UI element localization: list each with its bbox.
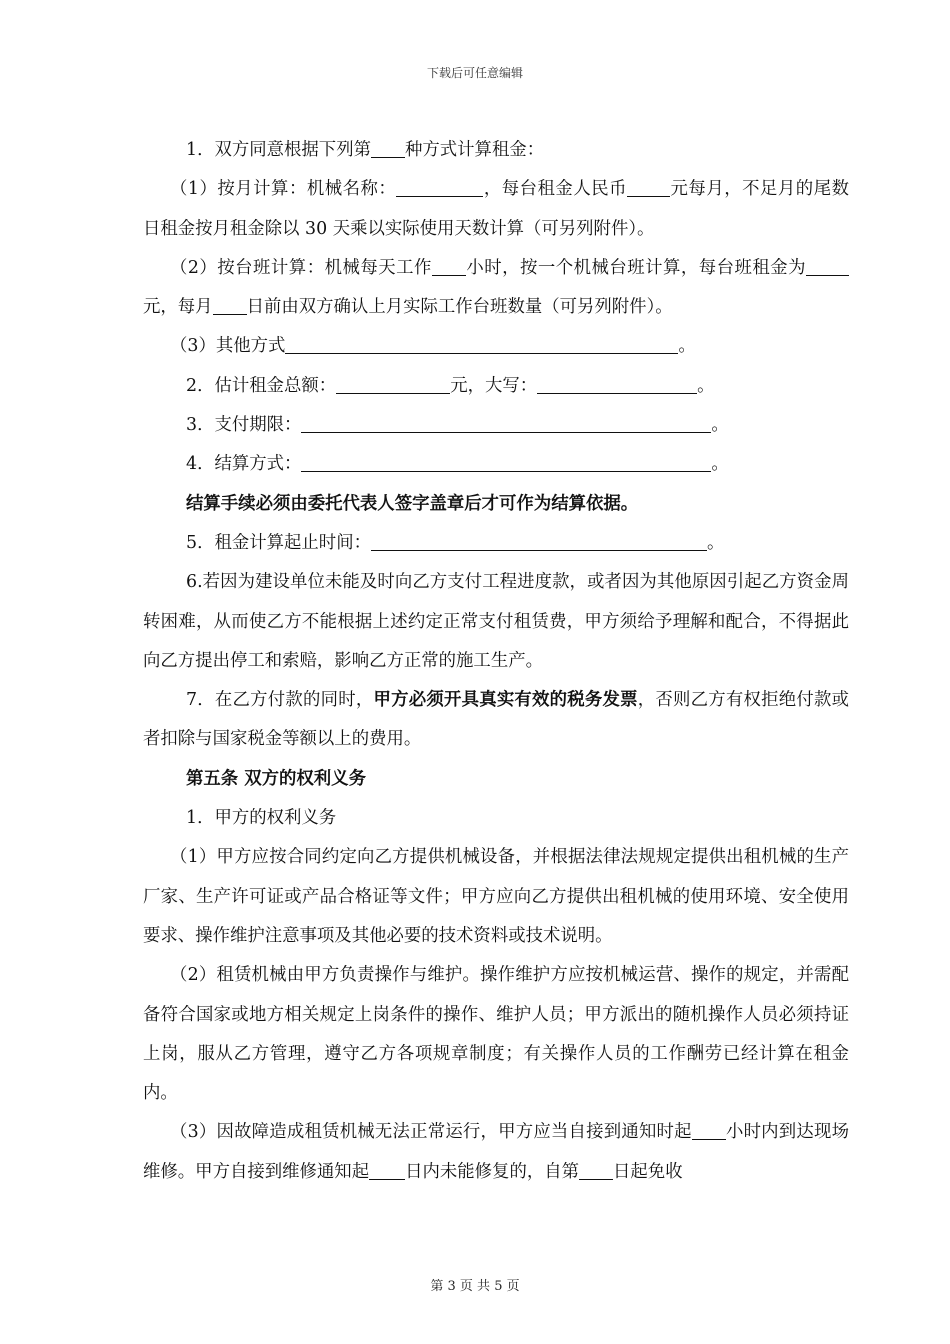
settlement-note: 结算手续必须由委托代表人签字盖章后才可作为结算依据。 — [186, 493, 639, 514]
clause-shift: （2）按台班计算：机械每天工作 小时，按一个机械台班计算，每台班租金为元，每月 日前由双方确认上月实际工作台班数量（可另列附件）。 — [143, 249, 849, 328]
clause-other: （3）其他方式 。 — [170, 336, 696, 357]
blank-field[interactable] — [627, 178, 670, 197]
blank-field[interactable] — [537, 375, 697, 394]
blank-field[interactable] — [432, 257, 466, 276]
page-header: 下载后可任意编辑 — [426, 66, 523, 80]
blank-field[interactable] — [371, 139, 405, 158]
blank-field[interactable] — [213, 296, 247, 315]
party-a-item-2: （2）租赁机械由甲方负责操作与维护。操作维护方应按机械运营、操作的规定，并需配备符合国家或地方相关规定上岗条件的操作、维护人员；甲方派出的随机操作人员必须持证上岗，服从乙方管理，遵守乙方各项规章制度；有关操作人员的工作酬劳已经计算在租金内。 — [143, 965, 849, 1104]
blank-field[interactable] — [301, 453, 711, 472]
blank-field[interactable] — [371, 532, 707, 551]
clause-payment-term: 3．支付期限： 。 — [186, 415, 729, 436]
clause-monthly: （1）按月计算：机械名称： ，每台租金人民币 元每月，不足月的尾数日租金按月租金除以 30 天乘以实际使用天数计算（可另列附件）。 — [143, 179, 849, 239]
party-a-item-3: （3）因故障造成租赁机械无法正常运行，甲方应当自接到通知时起 小时内到达现场维修。甲方自接到维修通知起 日内未能修复的，自第 日起免收 — [143, 1122, 849, 1182]
blank-field[interactable] — [301, 414, 711, 433]
clause-total: 2．估计租金总额： 元，大写： 。 — [186, 375, 715, 396]
page-footer: 第 3 页 共 5 页 — [430, 1279, 520, 1294]
party-a-item-1: （1）甲方应按合同约定向乙方提供机械设备，并根据法律法规规定提供出租机械的生产厂家、生产许可证或产品合格证等文件；甲方应向乙方提供出租机械的使用环境、安全使用要求、操作维护注意事项及其他必要的技术资料或技术说明。 — [143, 847, 849, 946]
document-body — [143, 131, 849, 1192]
blank-field[interactable] — [336, 375, 450, 394]
clause-period: 5．租金计算起止时间： 。 — [186, 532, 725, 553]
blank-field[interactable] — [396, 178, 483, 197]
blank-field[interactable] — [692, 1121, 726, 1140]
article-five-heading: 第五条 双方的权利义务 — [186, 768, 366, 789]
party-a-heading: 1．甲方的权利义务 — [186, 808, 337, 829]
blank-field[interactable] — [369, 1160, 405, 1179]
clause-settlement: 4．结算方式： 。 — [186, 454, 729, 475]
clause-invoice: 7．在乙方付款的同时，甲方必须开具真实有效的税务发票，否则乙方有权拒绝付款或者扣除与国家税金等额以上的费用。 — [143, 690, 849, 750]
blank-field[interactable] — [579, 1160, 613, 1179]
blank-field[interactable] — [285, 335, 678, 354]
clause-rent-method: 1．双方同意根据下列第 种方式计算租金： — [186, 140, 545, 160]
clause-delay: 6.若因为建设单位未能及时向乙方支付工程进度款，或者因为其他原因引起乙方资金周转困难，从而使乙方不能根据上述约定正常支付租赁费，甲方须给予理解和配合，不得据此向乙方提出停工和索赔，影响乙方正常的施工生产。 — [143, 572, 849, 671]
blank-field[interactable] — [806, 257, 849, 276]
